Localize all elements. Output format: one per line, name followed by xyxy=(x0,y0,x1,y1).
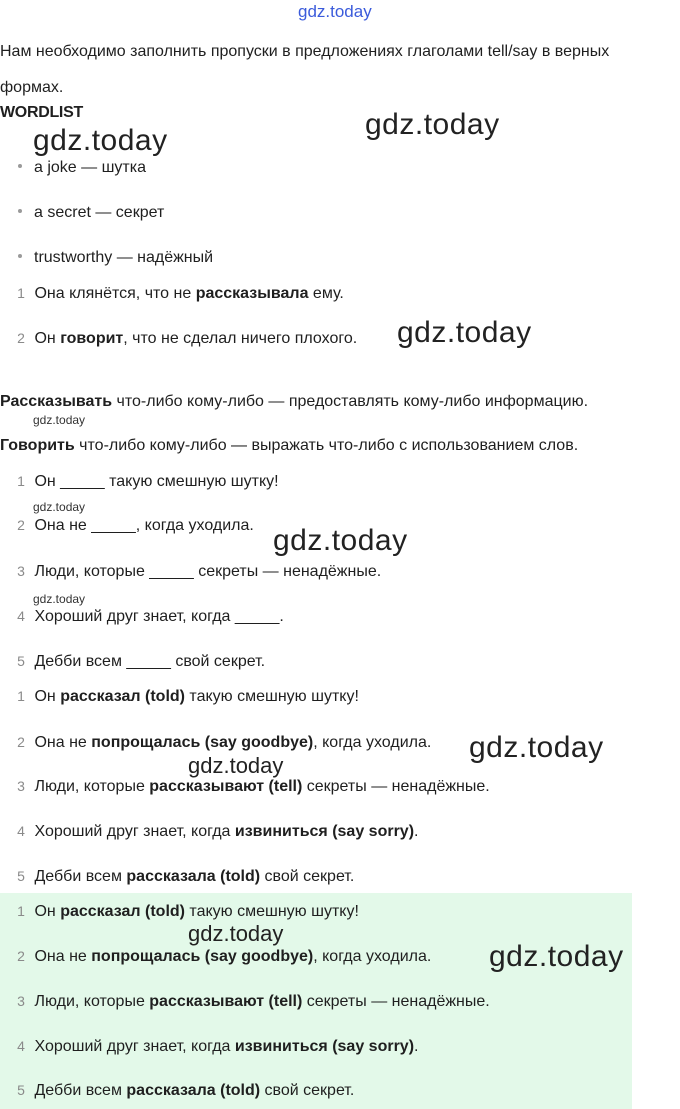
bold-text: рассказал (told) xyxy=(60,688,185,705)
text: секреты — ненадёжные. xyxy=(302,778,490,795)
exercise-item xyxy=(12,517,254,535)
text: ему. xyxy=(308,285,344,302)
text: . xyxy=(414,1038,419,1055)
text: Дебби всем xyxy=(34,868,127,885)
bold-text: рассказала (told) xyxy=(126,868,261,885)
bold-text: Рассказывать xyxy=(0,393,113,410)
watermark: gdz.today xyxy=(365,108,500,141)
watermark: gdz.today xyxy=(33,592,86,606)
bold-text: рассказывают (tell) xyxy=(149,993,303,1010)
wordlist-item xyxy=(18,204,164,222)
text: свой секрет. xyxy=(260,868,355,885)
exercise-item xyxy=(12,608,284,626)
answer-item xyxy=(12,823,418,841)
wordlist-item-text: a joke — шутка xyxy=(34,159,146,176)
text: Он xyxy=(34,688,61,705)
highlighted-answer-item xyxy=(12,1038,418,1056)
item-number: 4 xyxy=(17,823,25,839)
bullet-icon xyxy=(18,254,22,258)
bold-text: рассказала (told) xyxy=(126,1082,261,1099)
text: свой секрет. xyxy=(260,1082,355,1099)
text: Он _____ такую смешную шутку! xyxy=(34,473,279,490)
highlighted-answer-item xyxy=(12,903,359,921)
item-number: 5 xyxy=(17,868,25,884)
item-number: 3 xyxy=(17,778,25,794)
watermark: gdz.today xyxy=(33,413,86,427)
bold-text: попрощалась (say goodbye) xyxy=(91,948,314,965)
bold-text: рассказывают (tell) xyxy=(149,778,303,795)
text: Хороший друг знает, когда _____. xyxy=(34,608,284,625)
item-number: 4 xyxy=(17,1038,25,1054)
text: Хороший друг знает, когда xyxy=(34,1038,235,1055)
text: , что не сделал ничего плохого. xyxy=(123,330,358,347)
highlighted-answer-item xyxy=(12,948,431,966)
watermark: gdz.today xyxy=(469,731,604,764)
text: , когда уходила. xyxy=(313,734,432,751)
watermark: gdz.today xyxy=(188,921,284,946)
text: Она не xyxy=(34,948,92,965)
item-number: 1 xyxy=(17,903,25,919)
example-item xyxy=(12,330,357,348)
watermark: gdz.today xyxy=(273,524,408,557)
item-number: 5 xyxy=(17,1082,25,1098)
bold-text: извиниться (say sorry) xyxy=(234,1038,415,1055)
item-number: 3 xyxy=(17,563,25,579)
wordlist-item xyxy=(18,249,213,267)
text: такую смешную шутку! xyxy=(184,903,359,920)
bold-text: говорит xyxy=(60,330,124,347)
text: что-либо кому-либо — выражать что-либо с использованием слов. xyxy=(74,437,579,454)
item-number: 2 xyxy=(17,734,25,750)
answer-item xyxy=(12,688,359,706)
definition xyxy=(0,437,578,455)
text: Люди, которые xyxy=(34,778,150,795)
watermark: gdz.today xyxy=(397,316,532,349)
exercise-item xyxy=(12,563,381,581)
item-number: 2 xyxy=(17,948,25,964)
wordlist-item-text: trustworthy — надёжный xyxy=(34,249,214,266)
item-number: 3 xyxy=(17,993,25,1009)
bold-text: Говорить xyxy=(0,437,75,454)
wordlist-item xyxy=(18,159,146,177)
text: Она клянётся, что не xyxy=(34,285,196,302)
highlighted-answer-item xyxy=(12,1082,354,1100)
bullet-icon xyxy=(18,209,22,213)
text: , когда уходила. xyxy=(313,948,432,965)
watermark: gdz.today xyxy=(489,940,624,973)
bullet-icon xyxy=(18,164,22,168)
text: Дебби всем xyxy=(34,1082,127,1099)
text: Он xyxy=(34,330,61,347)
watermark-top: gdz.today xyxy=(298,2,372,21)
definition xyxy=(0,393,588,411)
bold-text: извиниться (say sorry) xyxy=(234,823,415,840)
item-number: 2 xyxy=(17,517,25,533)
text: что-либо кому-либо — предоставлять кому-либо информацию. xyxy=(112,393,589,410)
item-number: 1 xyxy=(17,688,25,704)
text: Люди, которые _____ секреты — ненадёжные. xyxy=(34,563,382,580)
text: Люди, которые xyxy=(34,993,150,1010)
answer-item xyxy=(12,734,431,752)
watermark: gdz.today xyxy=(33,124,168,157)
text: секреты — ненадёжные. xyxy=(302,993,490,1010)
wordlist-heading: WORDLIST xyxy=(0,104,83,121)
text: Она не _____, когда уходила. xyxy=(34,517,254,534)
example-item xyxy=(12,285,344,303)
text: Она не xyxy=(34,734,92,751)
item-number: 2 xyxy=(17,330,25,346)
item-number: 4 xyxy=(17,608,25,624)
text: . xyxy=(414,823,419,840)
bold-text: рассказывала xyxy=(195,285,309,302)
answer-item xyxy=(12,868,354,886)
bold-text: попрощалась (say goodbye) xyxy=(91,734,314,751)
bold-text: рассказал (told) xyxy=(60,903,185,920)
exercise-item xyxy=(12,473,279,491)
watermark: gdz.today xyxy=(188,753,284,778)
text: Он xyxy=(34,903,61,920)
answer-item xyxy=(12,778,490,796)
wordlist-item-text: a secret — секрет xyxy=(34,204,165,221)
text: такую смешную шутку! xyxy=(184,688,359,705)
watermark: gdz.today xyxy=(33,500,86,514)
highlighted-answer-item xyxy=(12,993,490,1011)
exercise-item xyxy=(12,653,265,671)
intro-text: Нам необходимо заполнить пропуски в предложениях глаголами tell/say в верных формах. xyxy=(0,43,610,96)
item-number: 1 xyxy=(17,473,25,489)
item-number: 1 xyxy=(17,285,25,301)
text: Хороший друг знает, когда xyxy=(34,823,235,840)
text: Дебби всем _____ свой секрет. xyxy=(34,653,266,670)
item-number: 5 xyxy=(17,653,25,669)
